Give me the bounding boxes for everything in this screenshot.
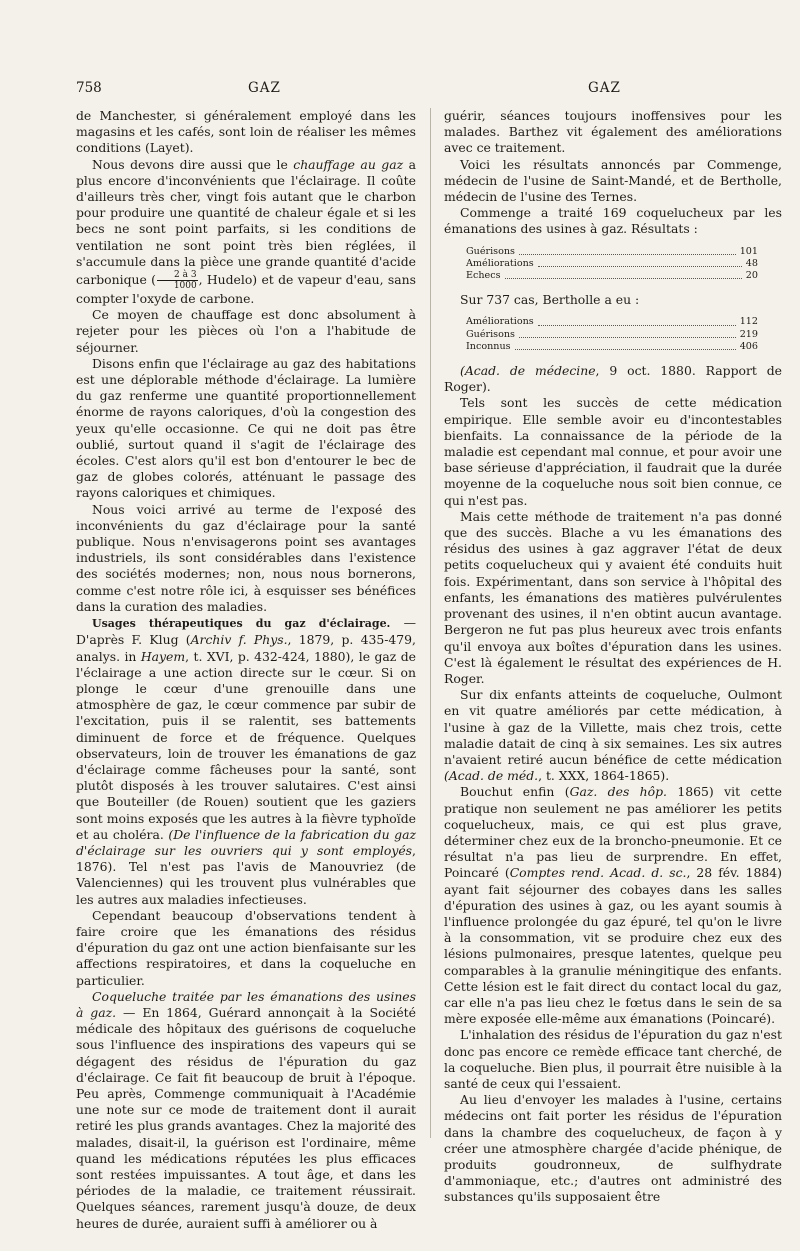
paragraph: Coqueluche traitée par les émanations des usines à gaz. — En 1864, Guérard annonçait à la Société médicale des hôpitaux des guérisons de coqueluche sous l'influence des inspirations des vapeurs qui se dégagent des résidus de l'épuration du gaz d'éclairage. Ce fait fit beaucoup de bruit à l'époque. Peu après, Commenge communiquait à l'Académie une note sur ce mode de traitement dont il aurait retiré les plus grands avantages. Chez la majorité des malades, disait-il, la guérison est l'ordinaire, même quand les médications réputées les plus efficaces sont restées impuissantes. A tout âge, et dans les périodes de la maladie, ce traitement réussirait. Quelques séances, rarement jusqu'à douze, de deux heures de durée, auraient suffi à améliorer ou à (76, 988, 416, 1231)
paragraph: Mais cette méthode de traitement n'a pas donné que des succès. Blache a vu les émanations des résidus des usines à gaz aggraver l'état de deux petits coqueluchеux qui y avaient été conduits huit fois. Expérimentant, dans son service à l'hôpital des enfants, les émanations des matières pulvérulentes provenant des usines, il n'en obtint aucun avantage. Bergeron ne fut pas plus heureux avec trois enfants qu'il envoya aux boîtes d'épuration dans les usines. C'est là également le résultat des expériences de H. Roger. (444, 508, 782, 686)
paragraph: Ce moyen de chauffage est donc absolument à rejeter pour les pièces où l'on a l'habitude de séjourner. (76, 307, 416, 355)
table-row: Inconnus 406 (466, 340, 758, 352)
results-table-commenge (466, 246, 758, 283)
paragraph: Cependant beaucoup d'observations tendent à faire croire que les émanations des résidus d'épuration du gaz ont une action bienfaisante sur les affections respiratoires, et dans la coqueluche en particulier. (76, 907, 416, 988)
table-row: Améliorations 112 (466, 316, 758, 328)
running-title-left: GAZ (248, 80, 281, 96)
table-row: Echecs 20 (466, 270, 758, 282)
paragraph: Nous voici arrivé au terme de l'exposé des inconvénients du gaz d'éclairage pour la santé publique. Nous n'envisagerons point ses avantages industriels, ils sont considérables dans l'existence des sociétés modernes; non, nous nous bornerons, comme c'est notre rôle ici, à esquisser ses bénéfices dans la curation des maladies. (76, 501, 416, 614)
running-title-right: GAZ (588, 80, 621, 96)
paragraph: Sur dix enfants atteints de coqueluche, Oulmont en vit quatre améliorés par cette médication, à l'usine à gaz de la Villette, mais chez trois, cette maladie datait de cinq à six semaines. Les six autres n'avaient retiré aucun bénéfice de cette médication (Acad. de méd., t. XXX, 1864-1865). (444, 687, 782, 784)
paragraph: Tels sont les succès de cette médication empirique. Elle semble avoir eu d'incontestables bienfaits. La connaissance de la période de la maladie est cependant mal connue, et pour avoir une base sérieuse d'appréciation, il faudrait que la durée moyenne de la coqueluche nous soit bien connue, ce qui n'est pas. (444, 395, 782, 508)
paragraph: Sur 737 cas, Bertholle a eu : (460, 292, 640, 308)
paragraph: Commenge a traité 169 coqueluchеux par les émanations des usines à gaz. Résultats : (444, 205, 782, 237)
page-header (76, 80, 730, 102)
table-row: Améliorations 48 (466, 257, 758, 269)
paragraph: L'inhalation des résidus de l'épuration du gaz n'est donc pas encore ce remède efficace tant cherché, de la coqueluche. Bien plus, il pourrait être nuisible à la santé de ceux qui l'essaient. (444, 1027, 782, 1091)
table-row: Guérisons 219 (466, 328, 758, 340)
paragraph: Nous devons dire aussi que le chauffage au gaz a plus encore d'inconvénients que l'éclairage. Il coûte d'ailleurs très cher, vingt fois autant que le charbon pour produire une quantité de chaleur égale et si les becs ne sont point parfaits, si les conditions de ventilation ne sont point très bien réglées, il s'accumule dans la pièce une grande quantité d'acide carbonique ( $\frac{2 à 3}{1000}$ , Hudelo) et de vapeur d'eau, sans compter l'oxyde de carbone. (76, 156, 416, 307)
fraction: $\frac{2 à 3}{1000}$ (157, 270, 198, 291)
section-heading: Coqueluche traitée par les émanations des usines à gaz. (76, 988, 416, 1020)
paragraph: Voici les résultats annoncés par Commenge, médecin de l'usine de Saint-Mandé, et de Bertholle, médecin de l'usine des Ternes. (444, 156, 782, 205)
right-column (444, 108, 782, 1206)
paragraph: Au lieu d'envoyer les malades à l'usine, certains médecins ont fait porter les résidus de l'épuration dans la chambre des coqueluchеux, de façon à y créer une atmosphère chargée d'acide phénique, de produits goudronneux, de sulfhydrate d'ammoniaque, etc.; d'autres ont administré des substances qu'ils supposaient être (444, 1092, 782, 1205)
results-table-bertholle (466, 316, 758, 353)
column-divider (430, 108, 431, 1138)
paragraph: de Manchester, si généralement employé dans les magasins et les cafés, sont loin de réaliser les mêmes conditions (Layet). (76, 108, 416, 156)
table-row: Guérisons 101 (466, 245, 758, 257)
paragraph: guérir, séances toujours inoffensives pour les malades. Barthez vit également des améliorations avec ce traitement. (444, 108, 782, 156)
paragraph: Usages thérapeutiques du gaz d'éclairage. — D'après F. Klug (Archiv f. Phys., 1879, p. 435-479, analys. in Hayem, t. XVI, p. 432-424, 1880), le gaz de l'éclairage a une action directe sur le cœur. Si on plonge le cœur d'une grenouille dans une atmosphère de gaz, le cœur commence par subir de l'excitation, puis il se ralentit, ses battements diminuent de force et de fréquence. Quelques observateurs, loin de trouver les émanations de gaz d'éclairage comme fâcheuses pour la santé, sont plutôt disposés à les trouver salutaires. C'est ainsi que Bouteiller (de Rouen) soutient que les gaziers sont moins exposés que les autres à la fièvre typhoïde et au choléra. (De l'influence de la fabrication du gaz d'éclairage sur les ouvriers qui y sont employés, 1876). Tel n'est pas l'avis de Manouvriez (de Valenciennes) qui les trouvent plus vulnérables que les autres aux maladies infectieuses. (76, 615, 416, 907)
left-column (76, 108, 416, 1232)
paragraph: Bouchut enfin (Gaz. des hôp. 1865) vit cette pratique non seulement ne pas améliorer les petits coqueluchеux, mais, ce qui est plus grave, déterminer chez eux de la broncho-pneumonie. Et ce résultat n'a pas lieu de surprendre. En effet, Poincaré (Comptes rend. Acad. d. sc., 28 fév. 1884) ayant fait séjourner des cobayes dans les salles d'épuration des usines à gaz, ou les ayant soumis à l'influence prolongée du gaz épuré, tel qu'on le livre à la consommation, vit se produire chez eux des lésions pulmonaires, presque latentes, quelque peu comparables à la granulie méningitique des enfants. Cette lésion est le fait direct du contact local du gaz, car elle n'a pas lieu chez le fœtus dans le sein de sa mère exposée elle-même aux émanations (Poincaré). (444, 784, 782, 1027)
section-heading: Usages thérapeutiques du gaz d'éclairage. (92, 617, 391, 631)
paragraph: Disons enfin que l'éclairage au gaz des habitations est une déplorable méthode d'éclairage. La lumière du gaz renferme une quantité proportionnellement énorme de rayons caloriques, d'où la congestion des yeux qu'elle occasionne. Ce qui ne doit pas être oublié, surtout quand il s'agit de l'éclairage des écoles. C'est alors qu'il est bon d'entourer le bec de gaz de globes colorés, atténuant le passage des rayons caloriques et chimiques. (76, 355, 416, 501)
page-number: 758 (76, 80, 102, 96)
paragraph: (Acad. de médecine, 9 oct. 1880. Rapport de Roger). (444, 363, 782, 395)
